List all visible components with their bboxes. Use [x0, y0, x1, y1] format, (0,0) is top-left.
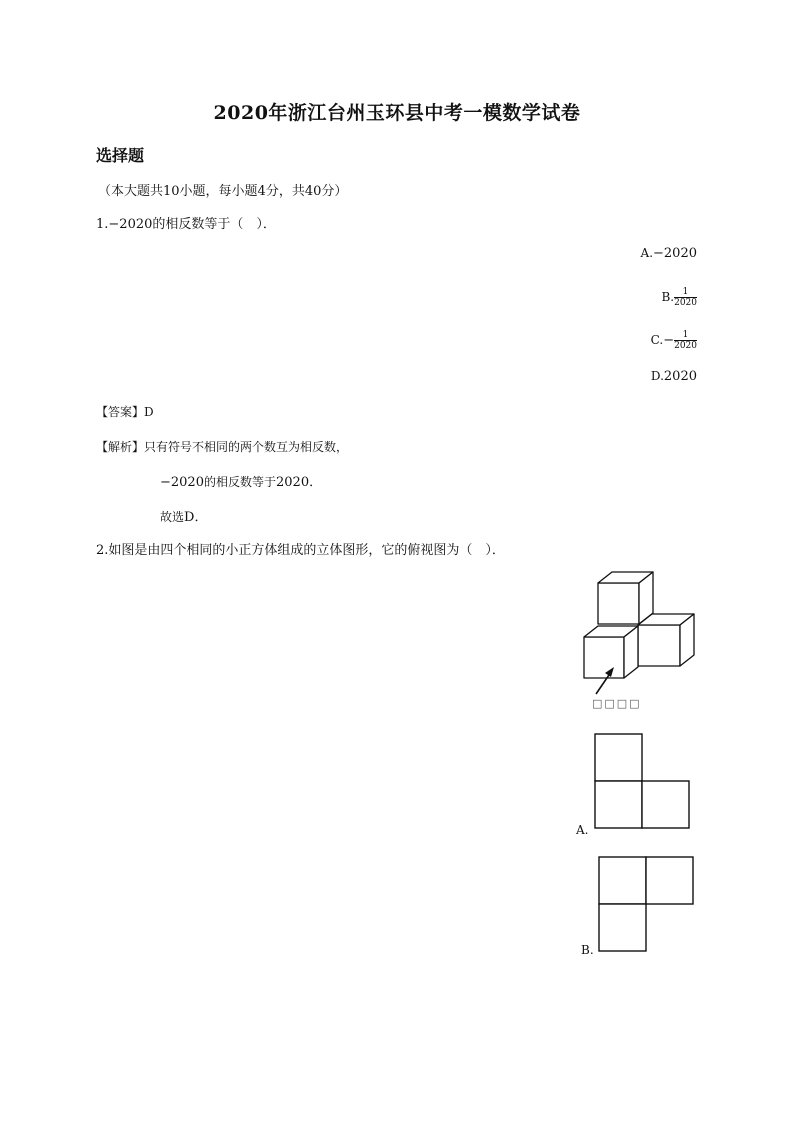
explanation-term: −2020 [160, 475, 204, 490]
answer-value: D [144, 405, 154, 419]
explanation-choice: D． [184, 510, 208, 525]
explanation-line-1 [96, 438, 348, 455]
numerator: 1 [674, 287, 697, 298]
square [599, 904, 646, 951]
option-label: D. [650, 369, 664, 383]
question-text: 如图是由四个相同的小正方体组成的立体图形，它的俯视图为（ ）． [108, 543, 505, 558]
question-1 [96, 213, 276, 232]
option-a-figure[interactable] [592, 731, 694, 831]
section-heading: 选择题 [96, 146, 145, 165]
option-d[interactable] [651, 369, 697, 384]
explanation-line-3 [160, 506, 207, 525]
option-b-figure[interactable] [596, 854, 698, 954]
denominator: 2020 [674, 341, 697, 351]
square [599, 857, 646, 904]
fraction [674, 287, 697, 308]
explanation-text: 的相反数等于 [203, 475, 276, 489]
answer-tag: 【答案】 [96, 405, 145, 419]
explanation-result: 2020． [276, 475, 323, 490]
option-label: B. [661, 290, 675, 304]
cube-face [638, 625, 680, 666]
figure-caption: □□□□ [592, 697, 642, 710]
option-value: −2020 [653, 246, 697, 261]
page-title: 2020年浙江台州玉环县中考一模数学试卷 [213, 102, 581, 124]
square [595, 781, 642, 828]
minus-sign: − [663, 333, 675, 348]
square [642, 781, 689, 828]
option-b-label: B. [581, 943, 594, 957]
option-b[interactable] [661, 287, 697, 308]
option-a[interactable] [641, 246, 697, 261]
question-number: 1. [96, 217, 109, 232]
denominator: 2020 [674, 298, 697, 308]
numerator: 1 [674, 330, 697, 341]
explanation-text: 故选 [160, 510, 185, 524]
option-a-label: A. [576, 823, 589, 837]
explanation-text: 只有符号不相同的两个数互为相反数， [144, 440, 349, 454]
square [595, 734, 642, 781]
square [646, 857, 693, 904]
fraction [674, 330, 697, 351]
option-label: C. [650, 333, 664, 347]
question-text: 的相反数等于（ ）． [152, 217, 276, 232]
answer-line [96, 403, 154, 420]
cube-figure [578, 568, 700, 696]
question-number: 2. [96, 543, 109, 558]
section-intro: （本大题共10小题，每小题4分，共40分） [98, 184, 348, 199]
option-label: A. [640, 246, 654, 260]
explanation-tag: 【解析】 [96, 440, 145, 454]
option-c[interactable] [651, 330, 697, 351]
question-term: −2020 [108, 217, 153, 232]
question-2 [96, 539, 505, 558]
cube-face [598, 583, 639, 624]
cube-face [584, 637, 624, 678]
explanation-line-2 [160, 471, 322, 490]
option-value: 2020 [663, 369, 697, 384]
